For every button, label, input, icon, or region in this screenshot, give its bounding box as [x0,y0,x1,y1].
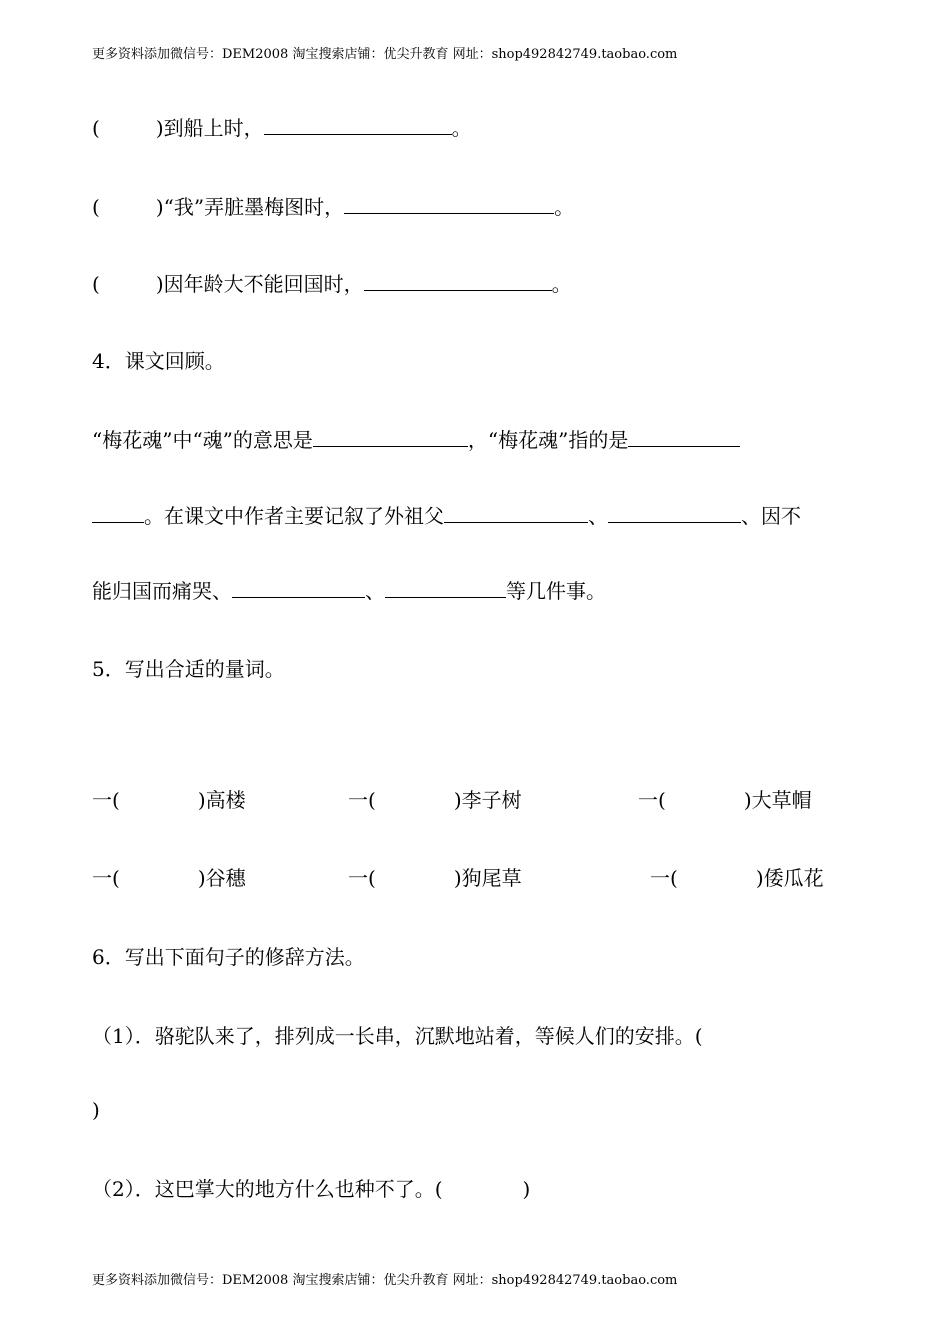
q4-text: 、因不 [741,504,801,528]
prefix: 一( [650,866,678,890]
word: 倭瓜花 [763,866,824,890]
answer-blank[interactable] [313,428,468,447]
q3-text: 到船上时， [163,116,264,140]
q6-sentence-1: （1）．骆驼队来了，排列成一长串，沉默地站着，等候人们的安排。( [92,1024,703,1048]
q3-text: “我”弄脏墨梅图时， [163,195,345,219]
q6-title: 6．写出下面句子的修辞方法。 [92,945,365,969]
prefix: 一( [348,866,376,890]
prefix: 一( [348,788,376,812]
q4-line-2 [92,502,801,530]
close-paren: ) [755,866,764,890]
answer-blank[interactable] [264,116,452,135]
q3-text: 因年龄大不能回国时， [163,272,364,296]
word: 高楼 [205,788,246,812]
prefix: 一( [638,788,666,812]
q6-text: （2）．这巴掌大的地方什么也种不了。( [92,1177,443,1201]
word: 狗尾草 [461,866,522,890]
prefix: 一( [92,866,120,890]
q6-sentence-1-close: ) [92,1098,100,1122]
close-paren: ) [197,788,206,812]
q4-text: ，“梅花魂”指的是 [467,428,629,452]
open-paren: ( [92,116,100,140]
measure-word-item [638,786,812,814]
open-paren: ( [92,272,100,296]
q4-text: 、 [365,579,385,603]
q3-line-1 [92,114,472,142]
q4-title: 4．课文回顾。 [92,349,225,373]
close-paren: ) [743,788,752,812]
word: 谷穗 [205,866,246,890]
measure-word-item [348,786,522,814]
page-header: 更多资料添加微信号：DEM2008 淘宝搜索店铺：优尖升教育 网址：shop492842749.taobao.com [92,47,678,62]
q4-text: 。在课文中作者主要记叙了外祖父 [144,504,444,528]
close-paren: ) [155,116,164,140]
q4-line-1 [92,426,740,454]
answer-blank[interactable] [364,272,552,291]
measure-word-item [650,864,824,892]
period: 。 [451,116,472,140]
close-paren: ) [197,866,206,890]
period: 。 [551,272,572,296]
answer-blank[interactable] [344,195,554,214]
period: 。 [554,195,575,219]
q3-line-3 [92,270,572,298]
close-paren: ) [155,272,164,296]
measure-word-item [348,864,522,892]
prefix: 一( [92,788,120,812]
q4-text: 能归国而痛哭、 [92,579,232,603]
close-paren: ) [155,195,164,219]
q4-text: “梅花魂”中“魂”的意思是 [92,428,313,452]
q4-text: 、 [588,504,608,528]
q4-text: 等几件事。 [506,579,606,603]
answer-blank[interactable] [92,504,144,523]
page-footer: 更多资料添加微信号：DEM2008 淘宝搜索店铺：优尖升教育 网址：shop492842749.taobao.com [92,1273,678,1288]
answer-blank[interactable] [232,579,365,598]
close-paren: ) [453,866,462,890]
measure-word-item [92,864,246,892]
close-paren: ) [453,788,462,812]
answer-blank[interactable] [385,579,506,598]
answer-blank[interactable] [444,504,588,523]
answer-blank[interactable] [608,504,741,523]
q3-line-2 [92,193,574,221]
q6-sentence-2 [92,1175,530,1203]
close-paren: ) [522,1177,531,1201]
word: 大草帽 [751,788,812,812]
open-paren: ( [92,195,100,219]
q5-title: 5．写出合适的量词。 [92,657,285,681]
word: 李子树 [461,788,522,812]
q4-line-3 [92,577,606,605]
measure-word-item [92,786,246,814]
answer-blank[interactable] [628,428,740,447]
